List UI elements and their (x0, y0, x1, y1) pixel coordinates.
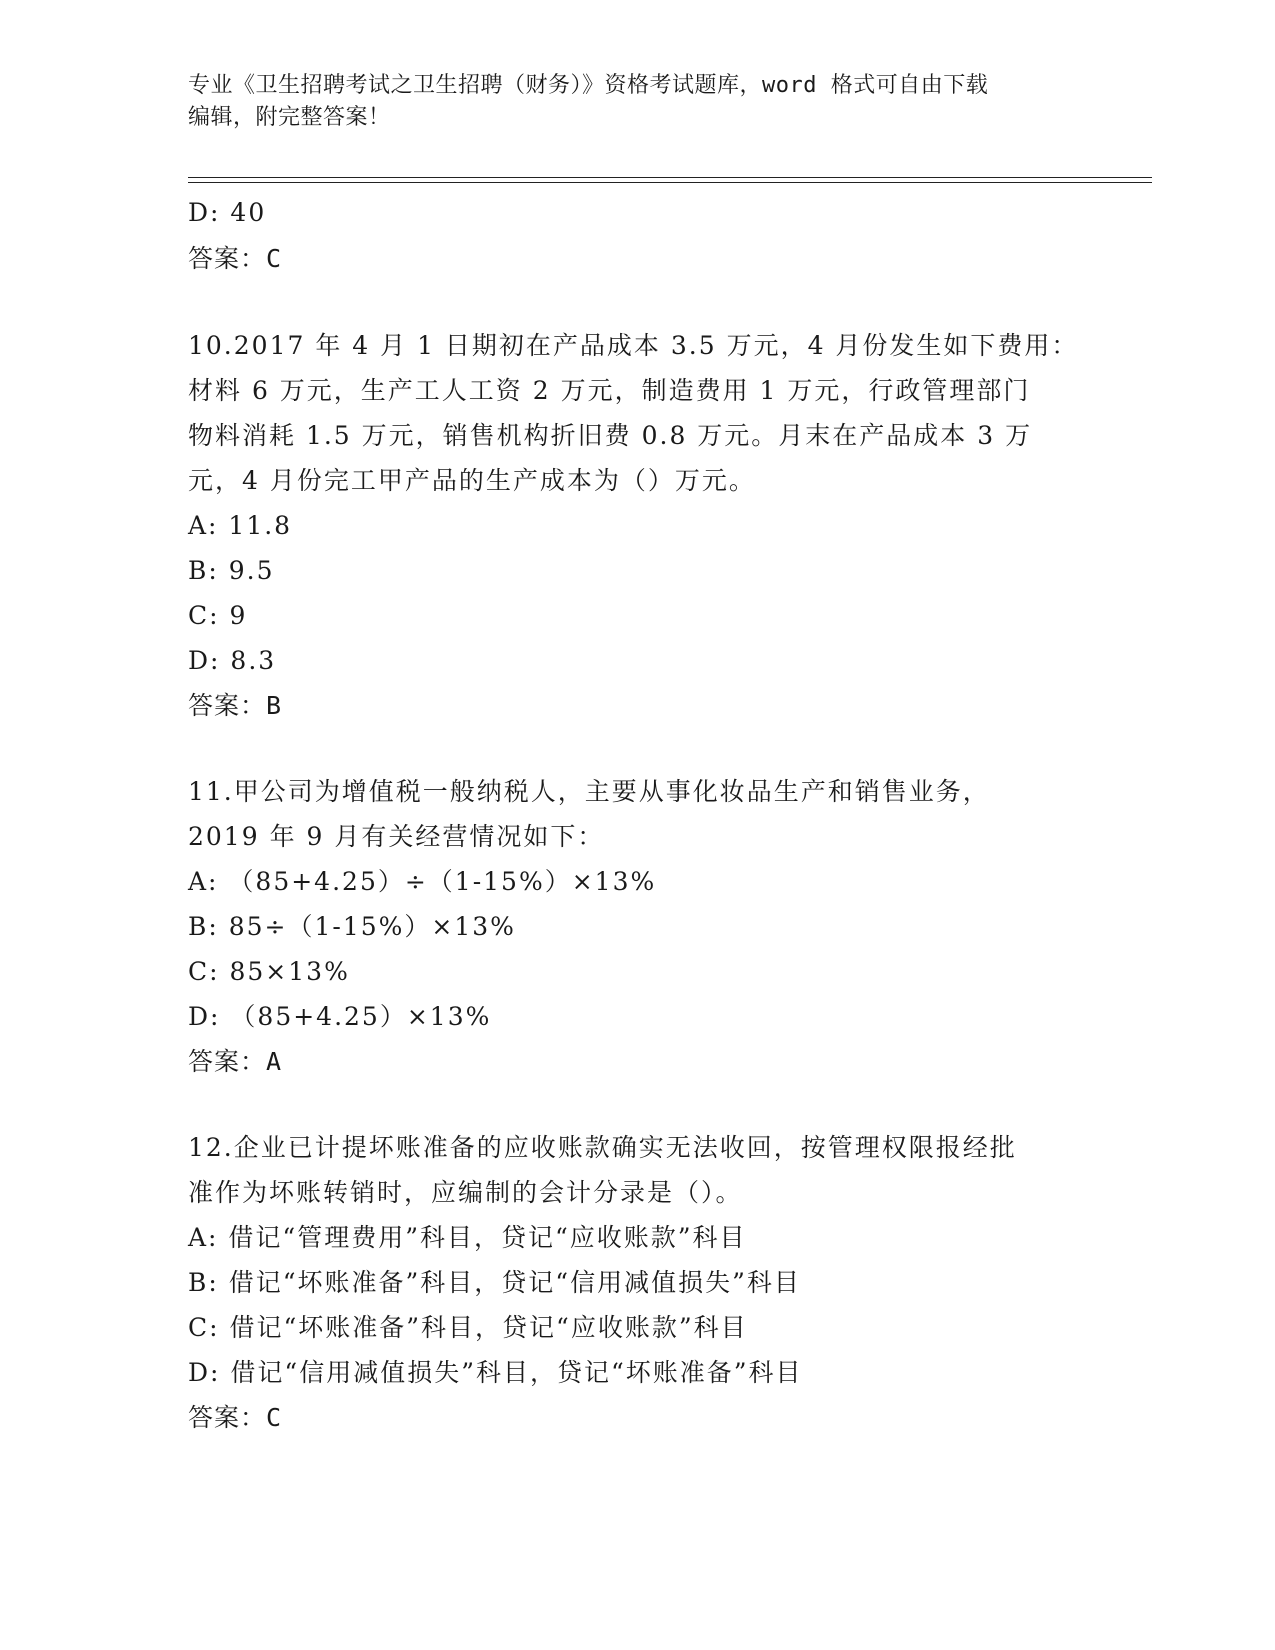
question-text-line: 物料消耗 1.5 万元，销售机构折旧费 0.8 万元。月末在产品成本 3 万 (188, 421, 1033, 450)
option-c: C: 85×13% (188, 957, 350, 986)
option-d: D: （85+4.25）×13% (188, 1002, 492, 1031)
question-text-line: 11.甲公司为增值税一般纳税人，主要从事化妆品生产和销售业务， (188, 777, 990, 806)
header-divider-top (188, 177, 1152, 178)
option-c: C: 借记“坏账准备”科目，贷记“应收账款”科目 (188, 1313, 748, 1342)
answer: 答案：B (188, 691, 283, 720)
question-10 (188, 323, 1088, 728)
spacer (188, 728, 1088, 769)
question-11 (188, 769, 1088, 1084)
header-divider-bottom (188, 182, 1152, 183)
spacer (188, 1084, 1088, 1125)
option-a: A: 11.8 (188, 511, 293, 540)
page-header (188, 70, 1088, 134)
option-c: C: 9 (188, 601, 248, 630)
question-content (188, 190, 1088, 1440)
option-b: B: 85÷（1-15%）×13% (188, 912, 516, 941)
question-text-line: 2019 年 9 月有关经营情况如下： (188, 822, 605, 851)
question-text-line: 材料 6 万元，生产工人工资 2 万元，制造费用 1 万元，行政管理部门 (188, 376, 1031, 405)
prev-answer: 答案：C (188, 244, 283, 273)
answer: 答案：C (188, 1403, 283, 1432)
header-line-2: 编辑，附完整答案！ (188, 105, 391, 130)
option-b: B: 9.5 (188, 556, 275, 585)
question-text-line: 10.2017 年 4 月 1 日期初在产品成本 3.5 万元，4 月份发生如下费用： (188, 331, 1079, 360)
question-text-line: 准作为坏账转销时，应编制的会计分录是（）。 (188, 1178, 743, 1207)
option-a: A: （85+4.25）÷（1-15%）×13% (188, 867, 657, 896)
option-d: D: 借记“信用减值损失”科目，贷记“坏账准备”科目 (188, 1358, 803, 1387)
answer: 答案：A (188, 1047, 283, 1076)
prev-option-d: D: 40 (188, 198, 267, 227)
option-d: D: 8.3 (188, 646, 277, 675)
header-line-1: 专业《卫生招聘考试之卫生招聘（财务）》资格考试题库，word 格式可自由下载 (188, 73, 989, 98)
question-12 (188, 1125, 1088, 1440)
question-text-line: 12.企业已计提坏账准备的应收账款确实无法收回，按管理权限报经批 (188, 1133, 1017, 1162)
option-b: B: 借记“坏账准备”科目，贷记“信用减值损失”科目 (188, 1268, 801, 1297)
option-a: A: 借记“管理费用”科目，贷记“应收账款”科目 (188, 1223, 747, 1252)
question-text-line: 元，4 月份完工甲产品的生产成本为（）万元。 (188, 466, 756, 495)
spacer (188, 282, 1088, 323)
